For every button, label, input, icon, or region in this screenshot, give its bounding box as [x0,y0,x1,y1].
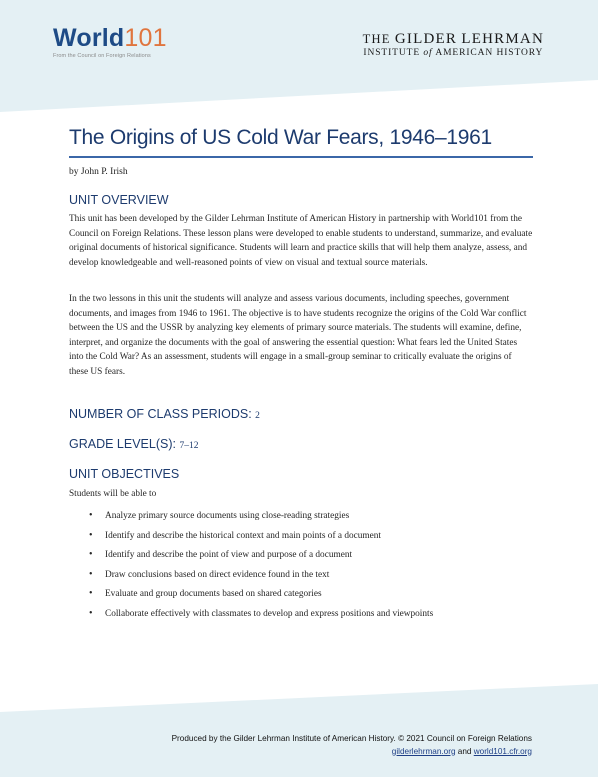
grade-levels-label: GRADE LEVEL(S): [69,437,176,451]
bullet-icon: • [89,568,93,580]
world101-link[interactable]: world101.cfr.org [473,746,532,756]
overview-paragraph-2: In the two lessons in this unit the students will analyze and assess various documents, including speeches, government documents, and images from 1946 to 1961. The objective is to have students recognize the origins of the Cold War conflict between the US and the USSR by analyzing key elements of primary source materials. The students will examine, define, interpret, and organize the documents with the goal of answering the essential question: What fears led the United States into the Cold War? As an assessment, students will engage in a small-group seminar to critically evaluate the origins of these US fears. [69,294,527,377]
grade-levels-line [69,437,198,451]
list-item: • Draw conclusions based on direct evidence found in the text [89,568,330,580]
list-item: • Collaborate effectively with classmates to develop and express positions and viewpoints [89,607,434,619]
objectives-list [89,511,529,629]
world101-number: 101 [124,24,167,52]
bullet-icon: • [89,510,93,521]
unit-overview-heading: UNIT OVERVIEW [69,193,169,207]
grade-levels-value: 7–12 [179,441,199,451]
unit-objectives-heading: UNIT OBJECTIVES [69,467,180,481]
footer-credit: Produced by the Gilder Lehrman Institute of American History. © 2021 Council on Foreign Relations [171,734,532,743]
list-item: • Analyze primary source documents using close-reading strategies [89,510,350,521]
bullet-icon: • [89,588,93,600]
bullet-icon: • [89,607,93,619]
footer-and: and [457,746,472,756]
gilderlehrman-link[interactable]: gilderlehrman.org [391,746,456,756]
glm-name2: LEHRMAN [461,31,544,47]
objectives-intro: Students will be able to [69,489,157,499]
class-periods-label: NUMBER OF CLASS PERIODS: [69,407,252,421]
page-title: The Origins of US Cold War Fears, 1946–1961 [69,126,492,149]
glm-american-history: AMERICAN HISTORY [435,48,544,59]
author-byline: by John P. Irish [69,167,128,177]
class-periods-line [69,407,260,421]
page-footer [172,733,532,758]
glm-name1: GILDER [394,31,458,47]
world101-logo[interactable] [53,26,167,60]
bullet-icon: • [89,549,93,561]
world101-tagline: From the Council on Foreign Relations [53,53,151,59]
glm-of: of [423,48,433,59]
title-underline [69,156,533,158]
list-item: • Identify and describe the historical context and main points of a document [89,529,381,541]
bottom-band-shape [0,684,598,777]
glm-institute: INSTITUTE [363,48,421,59]
world101-word: World [53,24,125,52]
list-item: • Evaluate and group documents based on shared categories [89,588,322,600]
overview-paragraph-1: This unit has been developed by the Gilder Lehrman Institute of American History in partnership with World101 from the Council on Foreign Relations. These lesson plans were developed to enable students to understand, summarize, and evaluate original documents of historical significance. Students will learn and practice skills that will help them analyze, assess, and develop knowledgeable and well-reasoned points of view on visual and textual source materials. [69,214,533,268]
gilder-lehrman-logo[interactable] [363,31,544,59]
footer-links [172,746,532,759]
bullet-icon: • [89,529,93,541]
list-item: • Identify and describe the point of view and purpose of a document [89,549,353,561]
class-periods-value: 2 [255,411,260,421]
glm-the: THE [362,32,391,46]
